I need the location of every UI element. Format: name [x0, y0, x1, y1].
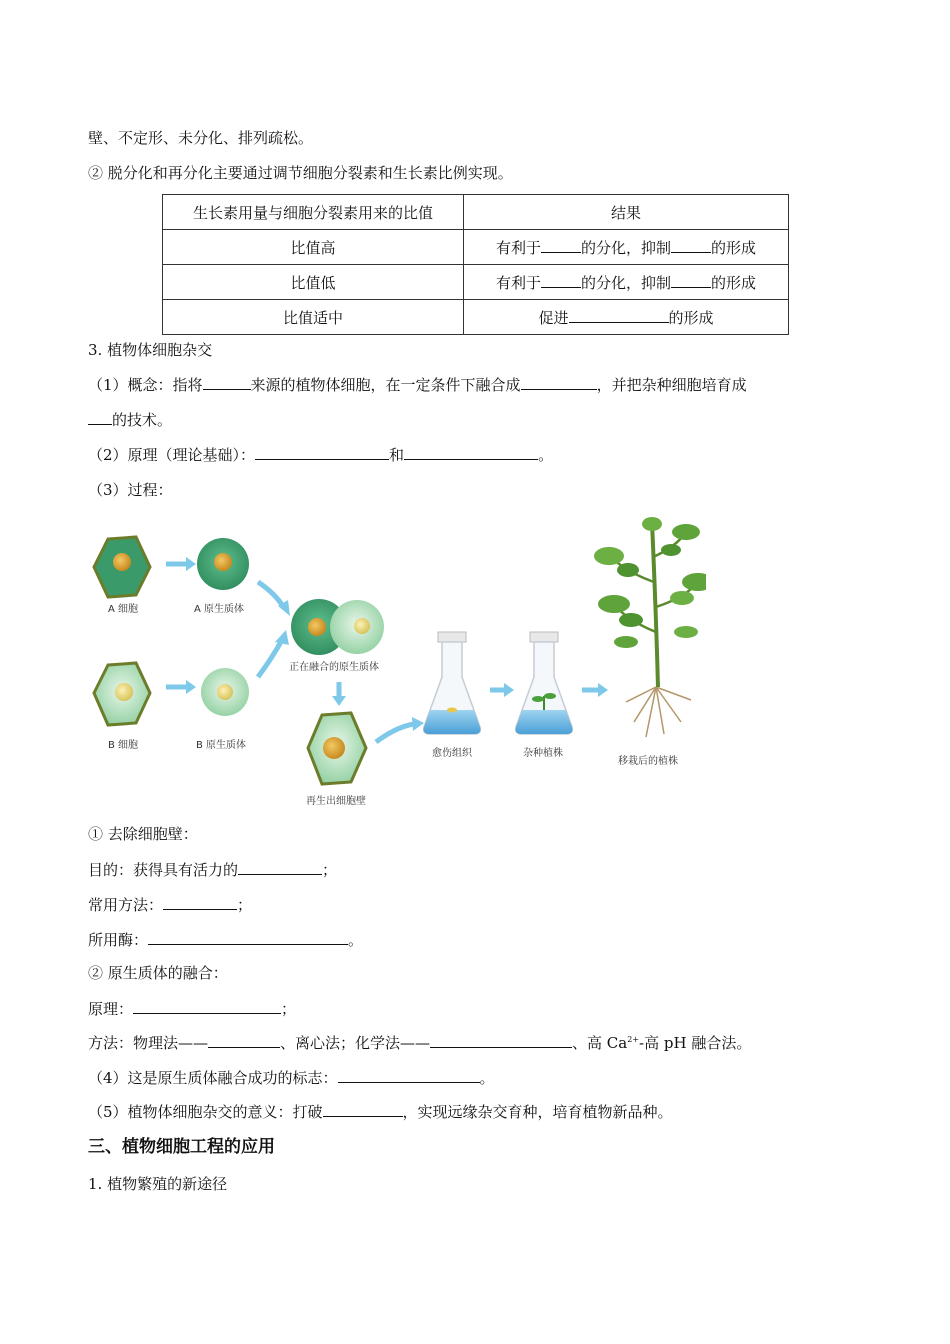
transplanted-label: 移栽后的植株: [618, 756, 678, 767]
fusion-method-line: [88, 1033, 751, 1053]
transplanted-plant-icon: [594, 517, 706, 737]
table-cell-result: [464, 300, 789, 335]
a-cell-label: A 细胞: [108, 604, 139, 615]
cell-text: 的形成: [711, 273, 757, 292]
fill-blank[interactable]: [671, 273, 711, 288]
regenerated-label: 再生出细胞壁: [306, 796, 366, 807]
fusion-principle-text: 原理：: [88, 1000, 134, 1018]
table-row: [163, 265, 789, 300]
concept-line-2: [88, 410, 172, 430]
b-protoplast-icon: [201, 668, 249, 716]
table-header: 生长素用量与细胞分裂素用来的比值: [163, 195, 464, 230]
enzyme-text: 。: [348, 931, 364, 949]
fill-blank[interactable]: [323, 1102, 403, 1117]
ratio-table: [162, 194, 789, 335]
fill-blank[interactable]: [133, 999, 281, 1014]
cell-text: 的分化，抑制: [580, 273, 671, 292]
fill-blank[interactable]: [569, 308, 669, 323]
section-heading: 三、植物细胞工程的应用: [88, 1137, 275, 1157]
fill-blank[interactable]: [163, 895, 237, 910]
subsection-title: 1. 植物繁殖的新途径: [88, 1175, 228, 1193]
text-line-2: ② 脱分化和再分化主要通过调节细胞分裂素和生长素比例实现。: [88, 164, 513, 182]
fill-blank[interactable]: [148, 930, 348, 945]
fill-blank[interactable]: [338, 1068, 480, 1083]
fusion-principle-line: [88, 999, 296, 1019]
purpose-line: [88, 860, 337, 880]
cell-text: 的分化，抑制: [580, 238, 671, 257]
principle-text: （2）原理（理论基础）：: [88, 446, 256, 464]
remove-wall-title: ① 去除细胞壁：: [88, 825, 198, 843]
fusion-principle-text: ；: [281, 1000, 297, 1018]
fill-blank[interactable]: [255, 445, 389, 460]
sign-text: （4）这是原生质体融合成功的标志：: [88, 1069, 338, 1087]
fill-blank[interactable]: [541, 238, 581, 253]
b-cell-label: B 细胞: [108, 740, 139, 751]
superscript: 2+: [627, 1035, 640, 1044]
concept-line: [88, 375, 747, 395]
b-protoplast-label: B 原生质体: [196, 740, 247, 751]
fill-blank[interactable]: [404, 445, 538, 460]
principle-text: 。: [538, 446, 554, 464]
process-title: （3）过程：: [88, 481, 173, 499]
a-cell-icon: [94, 537, 150, 597]
method-text: ；: [237, 896, 253, 914]
table-row: [163, 230, 789, 265]
hybrid-plant-flask-icon: [516, 632, 573, 734]
fill-blank[interactable]: [203, 375, 251, 390]
fusion-method-text: 、离心法；化学法——: [280, 1034, 431, 1052]
fill-blank[interactable]: [671, 238, 711, 253]
cell-fusion-diagram: [86, 512, 706, 812]
principle-text: 和: [389, 446, 405, 464]
fusing-protoplasts-icon: [291, 599, 384, 655]
cell-text: 的形成: [668, 308, 714, 327]
concept-text: 的技术。: [112, 411, 173, 429]
callus-flask-icon: [424, 632, 481, 734]
regenerated-cell-icon: [308, 713, 366, 784]
cell-text: 的形成: [711, 238, 757, 257]
meaning-text: ，实现远缘杂交育种，培育植物新品种。: [402, 1103, 673, 1121]
method-text: 常用方法：: [88, 896, 164, 914]
cell-text: 有利于: [495, 238, 541, 257]
meaning-line: [88, 1102, 673, 1122]
sign-text: 。: [479, 1069, 495, 1087]
concept-text: （1）概念：指将: [88, 376, 203, 394]
principle-line: [88, 445, 553, 465]
table-row: [163, 300, 789, 335]
cell-text: 有利于: [495, 273, 541, 292]
text-line-1: 壁、不定形、未分化、排列疏松。: [88, 129, 314, 147]
meaning-text: （5）植物体细胞杂交的意义：打破: [88, 1103, 323, 1121]
fill-blank[interactable]: [88, 410, 112, 425]
table-cell-ratio: 比值低: [163, 265, 464, 300]
fill-blank[interactable]: [430, 1033, 572, 1048]
sign-line: [88, 1068, 495, 1088]
hybrid-plant-label: 杂种植株: [523, 748, 563, 759]
fill-blank[interactable]: [521, 375, 597, 390]
fusion-method-text: -高 pH 融合法。: [639, 1034, 752, 1052]
a-protoplast-label: A 原生质体: [194, 604, 245, 615]
a-protoplast-icon: [197, 538, 249, 590]
b-cell-icon: [94, 663, 150, 725]
fill-blank[interactable]: [541, 273, 581, 288]
fusing-label: 正在融合的原生质体: [289, 662, 379, 673]
section-3-title: 3. 植物体细胞杂交: [88, 341, 213, 359]
table-cell-result: [464, 265, 789, 300]
cell-text: 促进: [538, 308, 569, 327]
fill-blank[interactable]: [208, 1033, 280, 1048]
concept-text: ，并把杂种细胞培育成: [596, 376, 747, 394]
fusion-method-text: 、高 Ca: [572, 1034, 628, 1052]
table-cell-result: [464, 230, 789, 265]
fusion-method-text: 方法：物理法——: [88, 1034, 209, 1052]
method-line: [88, 895, 252, 915]
table-header: 结果: [464, 195, 789, 230]
table-cell-ratio: 比值高: [163, 230, 464, 265]
fill-blank[interactable]: [238, 860, 322, 875]
enzyme-text: 所用酶：: [88, 931, 149, 949]
table-header-row: [163, 195, 789, 230]
callus-label: 愈伤组织: [432, 748, 472, 759]
table-cell-ratio: 比值适中: [163, 300, 464, 335]
fusion-title: ② 原生质体的融合：: [88, 964, 228, 982]
enzyme-line: [88, 930, 363, 950]
concept-text: 来源的植物体细胞，在一定条件下融合成: [250, 376, 521, 394]
purpose-text: ；: [322, 861, 338, 879]
purpose-text: 目的：获得具有活力的: [88, 861, 239, 879]
